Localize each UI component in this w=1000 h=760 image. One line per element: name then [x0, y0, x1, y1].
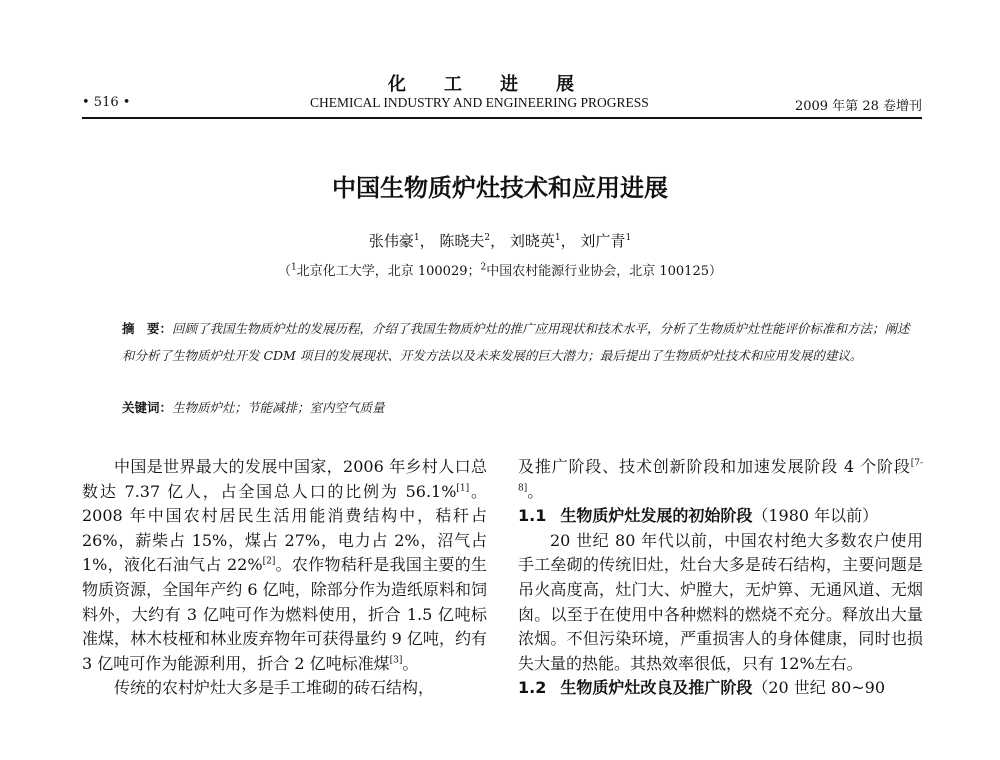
citation: [2]: [262, 557, 276, 568]
author: 陈晓夫: [439, 232, 485, 250]
body-column-right: [518, 455, 923, 701]
author-affil-mark: 1: [554, 233, 561, 243]
affil-mark: 1: [291, 262, 297, 273]
body-paragraph: 20 世纪 80 年代以前，中国农村绝大多数农户使用手工垒砌的传统旧灶，灶台大多是砖石结构，主要问题是吊火高度高，灶门大、炉膛大，无炉箅、无通风道、无烟囱。以至于在使用中各种燃料的燃烧不充分。释放出大量浓烟。不但污染环境，严重损害人的身体健康，同时也损失大量的热能。其热效率很低，只有 12%左右。: [518, 530, 923, 673]
section-period: （20 世纪 80~90: [752, 678, 886, 698]
author-list: 张伟豪$^1$， 陈晓夫$^2$， 刘晓英$^1$， 刘广青$^1$: [368, 232, 632, 250]
keywords: [122, 398, 912, 416]
text-run: 中国是世界最大的发展中国家，2006 年乡村人口总数达 7.37 亿人，占全国总人口的比例为 56.1%: [82, 457, 487, 501]
body-paragraph: [82, 455, 487, 676]
abstract-label: 摘 要：: [122, 321, 173, 336]
header-rule: [82, 117, 922, 119]
text-run: 。农作物秸秆是我国主要的生物质资源，全国年产约 6 亿吨，除部分作为造纸原料和饲料外，大约有 3 亿吨可作为燃料使用，折合 1.5 亿吨标准煤，林木枝桠和林业废弃物年可获得量约 9 亿吨，约有 3 亿吨可作为能源利用，折合 2 亿吨标准煤: [82, 555, 487, 673]
author-affil-mark: 1: [625, 233, 632, 243]
abstract: [122, 316, 912, 369]
author-affil-mark: 2: [484, 233, 491, 243]
body-column-left: [82, 455, 487, 701]
journal-title-cn: 化工进展: [388, 74, 612, 95]
section-heading-1-1: [518, 504, 923, 529]
abstract-text: 回顾了我国生物质炉灶的发展历程，介绍了我国生物质炉灶的推广应用现状和技术水平，分析了生物质炉灶性能评价标准和方法；阐述和分析了生物质炉灶开发 CDM 项目的发展现状、开发方法以及未来发展的巨大潜力；最后提出了生物质炉灶技术和应用发展的建议。: [122, 321, 910, 363]
text-run: 及推广阶段、技术创新阶段和加速发展阶段 4 个阶段: [518, 457, 911, 476]
keywords-label: 关键词：: [122, 400, 173, 415]
text-run: 。: [402, 653, 419, 673]
journal-title-en: CHEMICAL INDUSTRY AND ENGINEERING PROGRESS: [310, 95, 649, 110]
running-header: [82, 95, 922, 117]
paper-title: 中国生物质炉灶技术和应用进展: [332, 174, 668, 202]
body-paragraph: 传统的农村炉灶大多是手工堆砌的砖石结构，: [114, 678, 435, 698]
author: 刘广青: [580, 232, 626, 250]
section-period: （1980 年以前）: [752, 506, 879, 526]
affiliation-2: 中国农村能源行业协会，北京 100125: [486, 264, 709, 279]
section-title: 生物质炉灶发展的初始阶段: [560, 506, 753, 526]
section-heading-1-2: [518, 676, 923, 701]
citation: [7-8]: [518, 458, 923, 494]
citation: [3]: [389, 655, 403, 666]
author: 刘晓英: [509, 232, 555, 250]
body-paragraph: [518, 455, 923, 504]
text-run: 。2008 年中国农村居民生活用能消费结构中，秸秆占 26%，薪柴占 15%，煤占 27%，电力占 2%，沼气占 1%，液化石油气占 22%: [82, 481, 487, 575]
keywords-text: 生物质炉灶；节能减排；室内空气质量: [172, 400, 385, 415]
section-title: 生物质炉灶改良及推广阶段: [560, 678, 753, 698]
section-number: 1.1: [518, 506, 547, 526]
citation: [1]: [456, 483, 470, 494]
author: 张伟豪: [368, 232, 414, 250]
page-number: • 516 •: [82, 95, 131, 110]
affil-mark: 2: [480, 262, 487, 273]
author-affil-mark: 1: [413, 233, 420, 243]
section-number: 1.2: [518, 678, 547, 698]
affiliation-1: 北京化工大学，北京 100029；: [296, 264, 481, 279]
affiliations: （$^1$北京化工大学，北京 100029；$^2$中国农村能源行业协会，北京 100125）: [277, 262, 723, 279]
issue-info: 2009 年第 28 卷增刊: [794, 99, 922, 114]
text-run: 。: [527, 481, 544, 501]
